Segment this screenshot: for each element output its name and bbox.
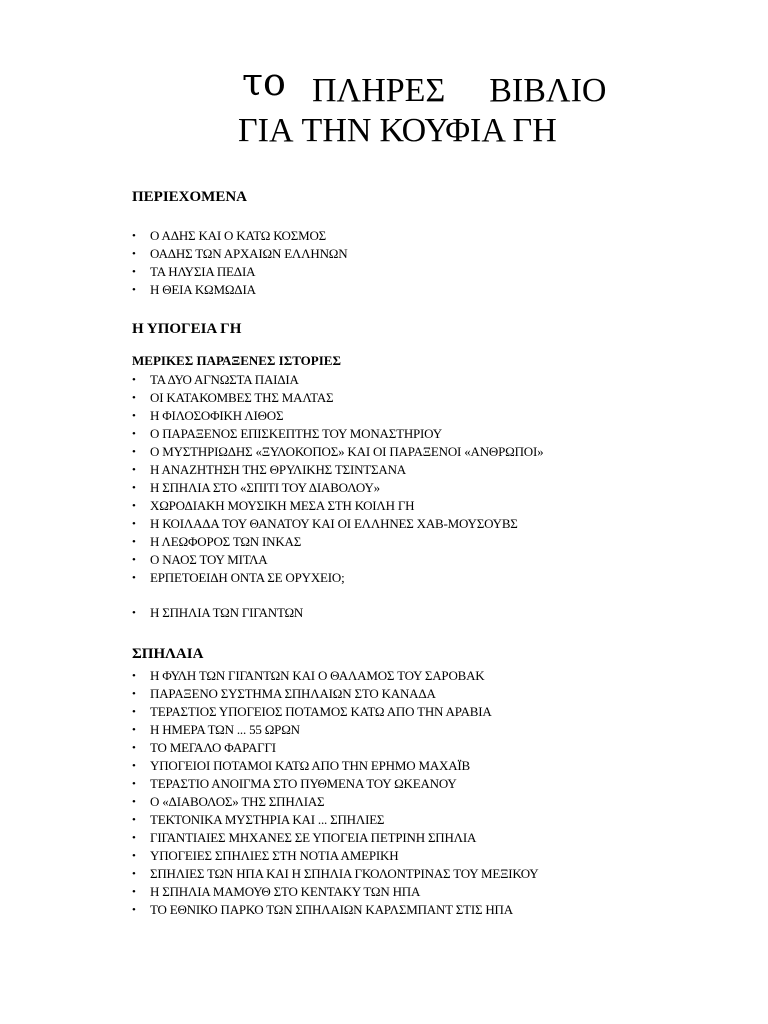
contents-heading: ΠΕΡΙΕΧΟΜΕΝΑ [132, 189, 248, 205]
list-item-text: ΤΕΚΤΟΝΙΚΑ ΜΥΣΤΗΡΙΑ ΚΑΙ ... ΣΠΗΛΙΕΣ [150, 812, 385, 827]
contents-list [132, 227, 347, 299]
list-item [132, 389, 543, 407]
title-word-tin: ΤΗΝ [301, 112, 372, 149]
list-item [132, 533, 543, 551]
bullet-icon: • [132, 230, 136, 242]
bullet-icon: • [132, 886, 136, 898]
underground-heading: Η ΥΠΟΓΕΙΑ ΓΗ [132, 321, 242, 337]
list-item-text: Η ΚΟΙΛΑΔΑ ΤΟΥ ΘΑΝΑΤΟΥ ΚΑΙ ΟΙ ΕΛΛΗΝΕΣ ΧΑΒ-ΜΟΥΣΟΥΒΣ [150, 516, 518, 531]
title-word-vivlio: ΒΙΒΛΙΟ [489, 72, 607, 109]
underground-list [132, 371, 543, 587]
bullet-icon: • [132, 572, 136, 584]
list-item-text: Ο ΜΥΣΤΗΡΙΩΔΗΣ «ΞΥΛΟΚΟΠΟΣ» ΚΑΙ ΟΙ ΠΑΡΑΞΕΝΟΙ «ΑΝΘΡΩΠΟΙ» [150, 444, 544, 459]
underground-subheading: ΜΕΡΙΚΕΣ ΠΑΡΑΞΕΝΕΣ ΙΣΤΟΡΙΕΣ [132, 353, 341, 368]
list-item [132, 757, 538, 775]
list-item-text: Η ΑΝΑΖΗΤΗΣΗ ΤΗΣ ΘΡΥΛΙΚΗΣ ΤΣΙΝΤΣΑΝΑ [150, 462, 406, 477]
list-item-text: ΥΠΟΓΕΙΕΣ ΣΠΗΛΙΕΣ ΣΤΗ ΝΟΤΙΑ ΑΜΕΡΙΚΗ [150, 848, 399, 863]
underground-extra-list [132, 604, 303, 622]
list-item [132, 667, 538, 685]
title-line-1 [242, 60, 607, 111]
list-item-text: ΤΕΡΑΣΤΙΟΣ ΥΠΟΓΕΙΟΣ ΠΟΤΑΜΟΣ ΚΑΤΩ ΑΠΟ ΤΗΝ ΑΡΑΒΙΑ [150, 704, 492, 719]
bullet-icon: • [132, 464, 136, 476]
bullet-icon: • [132, 554, 136, 566]
list-item [132, 811, 538, 829]
list-item [132, 739, 538, 757]
list-item-text: Η ΣΠΗΛΙΑ ΣΤΟ «ΣΠΙΤΙ ΤΟΥ ΔΙΑΒΟΛΟΥ» [150, 480, 380, 495]
list-item [132, 883, 538, 901]
title-word-koufia-gi: ΚΟΥΦΙΑ ΓΗ [379, 112, 557, 149]
list-item [132, 829, 538, 847]
caves-heading: ΣΠΗΛΑΙΑ [132, 646, 204, 662]
list-item-text: ΤΑ ΔΥΟ ΑΓΝΩΣΤΑ ΠΑΙΔΙΑ [150, 372, 299, 387]
list-item [132, 425, 543, 443]
title-prefix: το [242, 60, 286, 104]
bullet-icon: • [132, 374, 136, 386]
title-word-gia: ΓΙΑ [238, 112, 294, 149]
list-item-text: Η ΦΙΛΟΣΟΦΙΚΗ ΛΙΘΟΣ [150, 408, 284, 423]
bullet-icon: • [132, 248, 136, 260]
bullet-icon: • [132, 832, 136, 844]
list-item-text: ΠΑΡΑΞΕΝΟ ΣΥΣΤΗΜΑ ΣΠΗΛΑΙΩΝ ΣΤΟ ΚΑΝΑΔΑ [150, 686, 436, 701]
list-item [132, 685, 538, 703]
list-item [132, 227, 347, 245]
list-item [132, 263, 347, 281]
list-item [132, 721, 538, 739]
list-item-text: ΣΠΗΛΙΕΣ ΤΩΝ ΗΠΑ ΚΑΙ Η ΣΠΗΛΙΑ ΓΚΟΛΟΝΤΡΙΝΑΣ ΤΟΥ ΜΕΞΙΚΟΥ [150, 866, 539, 881]
list-item [132, 793, 538, 811]
bullet-icon: • [132, 446, 136, 458]
list-item-text: Ο «ΔΙΑΒΟΛΟΣ» ΤΗΣ ΣΠΗΛΙΑΣ [150, 794, 325, 809]
bullet-icon: • [132, 410, 136, 422]
bullet-icon: • [132, 392, 136, 404]
list-item [132, 443, 543, 461]
list-item-text: ΟΙ ΚΑΤΑΚΟΜΒΕΣ ΤΗΣ ΜΑΛΤΑΣ [150, 390, 334, 405]
bullet-icon: • [132, 904, 136, 916]
list-item-text: Η ΗΜΕΡΑ ΤΩΝ ... 55 ΩΡΩΝ [150, 722, 300, 737]
list-item-text: Η ΘΕΙΑ ΚΩΜΩΔΙΑ [150, 282, 256, 297]
bullet-icon: • [132, 482, 136, 494]
list-item-text: ΤΟ ΜΕΓΑΛΟ ΦΑΡΑΓΓΙ [150, 740, 276, 755]
bullet-icon: • [132, 724, 136, 736]
list-item-text: ΤΟ ΕΘΝΙΚΟ ΠΑΡΚΟ ΤΩΝ ΣΠΗΛΑΙΩΝ ΚΑΡΛΣΜΠΑΝΤ ΣΤΙΣ ΗΠΑ [150, 902, 513, 917]
list-item-text: ΕΡΠΕΤΟΕΙΔΗ ΟΝΤΑ ΣΕ ΟΡΥΧΕΙΟ; [150, 570, 345, 585]
bullet-icon: • [132, 814, 136, 826]
bullet-icon: • [132, 500, 136, 512]
list-item-text: Η ΣΠΗΛΙΑ ΜΑΜΟΥΘ ΣΤΟ ΚΕΝΤΑΚΥ ΤΩΝ ΗΠΑ [150, 884, 421, 899]
bullet-icon: • [132, 266, 136, 278]
list-item-text: ΤΑ ΗΛΥΣΙΑ ΠΕΔΙΑ [150, 264, 256, 279]
list-item-text: Η ΦΥΛΗ ΤΩΝ ΓΙΓΑΝΤΩΝ ΚΑΙ Ο ΘΑΛΑΜΟΣ ΤΟΥ ΣΑΡΟΒΑΚ [150, 668, 485, 683]
caves-list [132, 667, 538, 919]
bullet-icon: • [132, 850, 136, 862]
bullet-icon: • [132, 518, 136, 530]
list-item-text: Η ΣΠΗΛΙΑ ΤΩΝ ΓΙΓΑΝΤΩΝ [150, 605, 304, 620]
list-item-text: ΥΠΟΓΕΙΟΙ ΠΟΤΑΜΟΙ ΚΑΤΩ ΑΠΟ ΤΗΝ ΕΡΗΜΟ ΜΑΧΑΪΒ [150, 758, 470, 773]
list-item-text: Ο ΝΑΟΣ ΤΟΥ ΜΙΤΛΑ [150, 552, 268, 567]
list-item [132, 569, 543, 587]
title-word-pliris: ΠΛΗΡΕΣ [312, 72, 446, 109]
list-item-text: ΤΕΡΑΣΤΙΟ ΑΝΟΙΓΜΑ ΣΤΟ ΠΥΘΜΕΝΑ ΤΟΥ ΩΚΕΑΝΟΥ [150, 776, 457, 791]
list-item [132, 775, 538, 793]
bullet-icon: • [132, 706, 136, 718]
bullet-icon: • [132, 868, 136, 880]
list-item [132, 245, 347, 263]
bullet-icon: • [132, 760, 136, 772]
list-item [132, 497, 543, 515]
list-item-text: Ο ΠΑΡΑΞΕΝΟΣ ΕΠΙΣΚΕΠΤΗΣ ΤΟΥ ΜΟΝΑΣΤΗΡΙΟΥ [150, 426, 442, 441]
bullet-icon: • [132, 742, 136, 754]
list-item [132, 551, 543, 569]
list-item [132, 604, 303, 622]
list-item [132, 461, 543, 479]
list-item [132, 479, 543, 497]
bullet-icon: • [132, 670, 136, 682]
list-item [132, 865, 538, 883]
list-item-text: Η ΛΕΩΦΟΡΟΣ ΤΩΝ ΙΝΚΑΣ [150, 534, 302, 549]
list-item-text: ΟΑΔΗΣ ΤΩΝ ΑΡΧΑΙΩΝ ΕΛΛΗΝΩΝ [150, 246, 348, 261]
list-item [132, 407, 543, 425]
bullet-icon: • [132, 796, 136, 808]
list-item [132, 371, 543, 389]
list-item-text: Ο ΑΔΗΣ ΚΑΙ Ο ΚΑΤΩ ΚΟΣΜΟΣ [150, 228, 326, 243]
list-item [132, 703, 538, 721]
bullet-icon: • [132, 428, 136, 440]
list-item [132, 847, 538, 865]
list-item [132, 515, 543, 533]
list-item [132, 901, 538, 919]
list-item-text: ΧΩΡΟΔΙΑΚΗ ΜΟΥΣΙΚΗ ΜΕΣΑ ΣΤΗ ΚΟΙΛΗ ΓΗ [150, 498, 415, 513]
list-item-text: ΓΙΓΑΝΤΙΑΙΕΣ ΜΗΧΑΝΕΣ ΣΕ ΥΠΟΓΕΙΑ ΠΕΤΡΙΝΗ ΣΠΗΛΙΑ [150, 830, 477, 845]
list-item [132, 281, 347, 299]
bullet-icon: • [132, 778, 136, 790]
title-line-2 [238, 111, 557, 151]
bullet-icon: • [132, 536, 136, 548]
bullet-icon: • [132, 688, 136, 700]
bullet-icon: • [132, 607, 136, 619]
bullet-icon: • [132, 284, 136, 296]
